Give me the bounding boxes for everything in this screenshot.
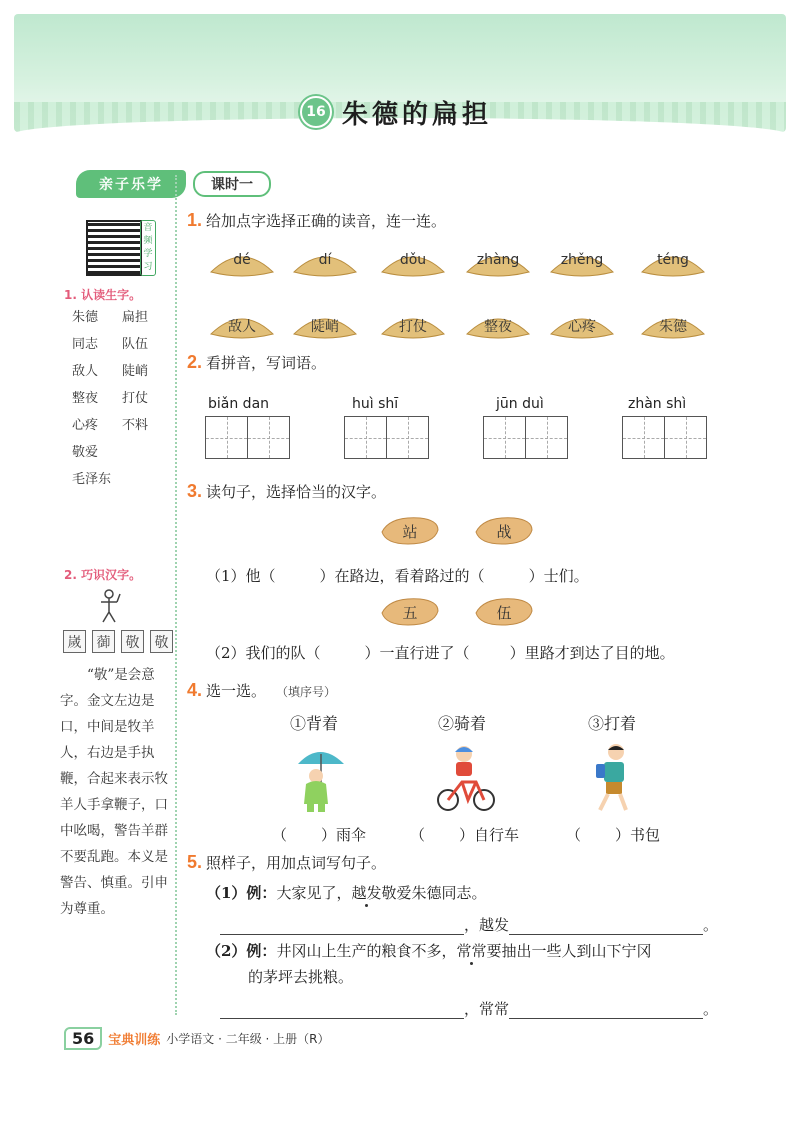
sentence-1 (206, 565, 589, 586)
writing-box[interactable] (664, 416, 707, 459)
question-number: 3. (187, 481, 203, 501)
pinyin-label: jūn duì (496, 396, 544, 412)
sentence-part: ）一直行进了（ (364, 644, 470, 662)
choice-char: 战 (496, 523, 512, 541)
hat-text: dí (318, 252, 332, 268)
example-1 (206, 882, 486, 903)
answer-line[interactable] (509, 918, 703, 935)
footer (64, 1027, 330, 1050)
hat-text: 整夜 (484, 319, 512, 335)
hat-text: 朱德 (659, 319, 687, 335)
pinyin-hat[interactable] (210, 246, 274, 278)
blank-item: ）书包 (615, 826, 661, 844)
paren-open: （ (566, 826, 582, 844)
writing-box[interactable] (205, 416, 248, 459)
question-5 (187, 852, 386, 873)
question-text: 读句子，选择恰当的汉字。 (206, 483, 387, 501)
period: 。 (703, 1000, 719, 1018)
pinyin-label: zhàn shì (628, 396, 687, 412)
writing-box[interactable] (622, 416, 665, 459)
option-blank-2 (410, 824, 519, 845)
blank-item: ）雨伞 (321, 826, 367, 844)
hat-text: dé (233, 252, 251, 268)
word-hat[interactable] (466, 308, 530, 340)
character-evolution (63, 630, 173, 653)
pinyin-hat[interactable] (466, 246, 530, 278)
choice-leaf[interactable] (474, 595, 534, 627)
character-note: “敬”是会意字。金文左边是口，中间是牧羊人，右边是手执鞭，合起来表示牧羊人手拿鞭子，口中吆喝，警告羊群不要乱跑。本义是警告、慎重。引申为尊重。 (60, 667, 168, 917)
word-item: 敌人 (72, 364, 99, 379)
choice-char: 五 (402, 604, 418, 622)
word-item: 不料 (122, 418, 149, 433)
question-number: 5. (187, 852, 203, 872)
question-3 (187, 481, 386, 502)
sentence-part: ）在路边，看着路过的（ (319, 567, 485, 585)
hat-text: dǒu (399, 252, 427, 268)
word-item: 朱德 (72, 310, 99, 325)
pinyin-hat[interactable] (550, 246, 614, 278)
new-words-list (72, 306, 172, 487)
question-1 (187, 210, 446, 231)
word-item: 敬爱 (72, 445, 99, 460)
word-hat[interactable] (381, 308, 445, 340)
hat-text: zhàng (476, 252, 520, 268)
answer-line[interactable] (220, 1002, 464, 1019)
choice-leaf[interactable] (474, 514, 534, 546)
writing-box[interactable] (247, 416, 290, 459)
fill-line-1 (220, 914, 718, 935)
option-blank-3 (566, 824, 660, 845)
pinyin-hat[interactable] (293, 246, 357, 278)
lesson-title (300, 92, 492, 132)
fill-line-2 (220, 998, 718, 1019)
qr-code[interactable] (86, 220, 142, 276)
example-label: （1）例： (206, 884, 277, 902)
lesson-number: 16 (300, 96, 332, 128)
paren-open: （ (272, 826, 288, 844)
class-period-label: 课时一 (193, 171, 271, 197)
question-text: 看拼音，写词语。 (206, 354, 327, 372)
pinyin-hat[interactable] (641, 246, 705, 278)
word-item: 同志 (72, 337, 99, 352)
question-text: 选一选。 (206, 682, 267, 700)
sentence-2 (206, 642, 675, 663)
option-label: ①背着 (290, 714, 339, 733)
choice-char: 伍 (496, 604, 512, 622)
section-identify-characters: 2. 巧识汉字。 (64, 568, 142, 582)
parent-learning-badge: 亲子乐学 (76, 170, 186, 198)
word-item: 扁担 (122, 310, 149, 325)
question-number: 2. (187, 352, 203, 372)
ancient-figure-icon (96, 588, 122, 624)
choice-leaf[interactable] (380, 595, 440, 627)
section-read-characters: 1. 认读生字。 (64, 288, 142, 302)
period: 。 (703, 916, 719, 934)
class-period-tag (193, 171, 271, 197)
answer-line[interactable] (220, 918, 464, 935)
option-label: ②骑着 (438, 714, 487, 733)
writing-box[interactable] (483, 416, 526, 459)
paren-open: （ (410, 826, 426, 844)
word-hat[interactable] (641, 308, 705, 340)
dotted-word: 常常 (456, 942, 487, 960)
char-form: 嵗 (63, 630, 86, 653)
word-item: 毛泽东 (72, 472, 112, 487)
question-text: 照样子，用加点词写句子。 (206, 854, 387, 872)
word-item: 陡峭 (122, 364, 149, 379)
writing-box[interactable] (344, 416, 387, 459)
example-part: 大家见了， (276, 884, 352, 902)
example-label: （2）例： (206, 942, 277, 960)
example-2-cont: 的茅坪去挑粮。 (248, 968, 354, 986)
question-4 (187, 680, 336, 701)
word-item: 心疼 (72, 418, 99, 433)
pinyin-label: biǎn dan (208, 396, 270, 412)
hat-text: 打仗 (399, 319, 427, 335)
word-hat[interactable] (550, 308, 614, 340)
example-part: 井冈山上生产的粮食不多， (276, 942, 457, 960)
hat-text: 心疼 (568, 319, 596, 335)
sentence-part: （1）他（ (206, 567, 276, 585)
question-number: 1. (187, 210, 203, 230)
lesson-name: 朱德的扁担 (342, 99, 493, 130)
example-part: 要抽出一些人到山下宁冈 (486, 942, 652, 960)
child-bicycle-icon (436, 742, 496, 814)
hat-text: 敌人 (228, 319, 256, 335)
example-2 (206, 940, 651, 961)
char-form: 敬 (121, 630, 144, 653)
footer-book-info: 小学语文 · 二年级 · 上册（R） (166, 1032, 330, 1046)
example-part: 敬爱朱德同志。 (381, 884, 487, 902)
choice-char: 站 (402, 523, 418, 541)
char-form: 敬 (150, 630, 173, 653)
question-hint: （填序号） (276, 685, 337, 699)
audio-learning-label: 音频学习 (140, 220, 156, 276)
pinyin-hat[interactable] (381, 246, 445, 278)
sentence-part: ）士们。 (528, 567, 589, 585)
word-item: 队伍 (122, 337, 149, 352)
word-hat[interactable] (293, 308, 357, 340)
question-2 (187, 352, 326, 373)
hat-text: téng (657, 252, 689, 268)
blank-item: ）自行车 (459, 826, 520, 844)
writing-box[interactable] (386, 416, 429, 459)
choice-leaf[interactable] (380, 514, 440, 546)
footer-brand: 宝典训练 (108, 1033, 161, 1048)
child-umbrella-icon (292, 742, 348, 814)
hat-text: 陡峭 (311, 319, 339, 335)
question-number: 4. (187, 680, 203, 700)
sidebar-divider (175, 175, 177, 1015)
word-hat[interactable] (210, 308, 274, 340)
word-item (122, 441, 172, 460)
option-blank-1 (272, 824, 366, 845)
answer-line[interactable] (509, 1002, 703, 1019)
word-item: 打仗 (122, 391, 149, 406)
dotted-word: 越发 (351, 884, 382, 902)
fill-word: ，常常 (464, 1000, 510, 1018)
option-label: ③打着 (588, 714, 637, 733)
page-number: 56 (64, 1027, 102, 1050)
hat-text: zhěng (560, 252, 604, 268)
char-form: 蓹 (92, 630, 115, 653)
pinyin-label: huì shī (352, 396, 399, 412)
writing-box[interactable] (525, 416, 568, 459)
child-backpack-icon (592, 742, 636, 814)
word-item: 整夜 (72, 391, 99, 406)
sentence-part: ）里路才到达了目的地。 (509, 644, 675, 662)
question-text: 给加点字选择正确的读音，连一连。 (206, 212, 447, 230)
fill-word: ，越发 (464, 916, 510, 934)
sentence-part: （2）我们的队（ (206, 644, 321, 662)
